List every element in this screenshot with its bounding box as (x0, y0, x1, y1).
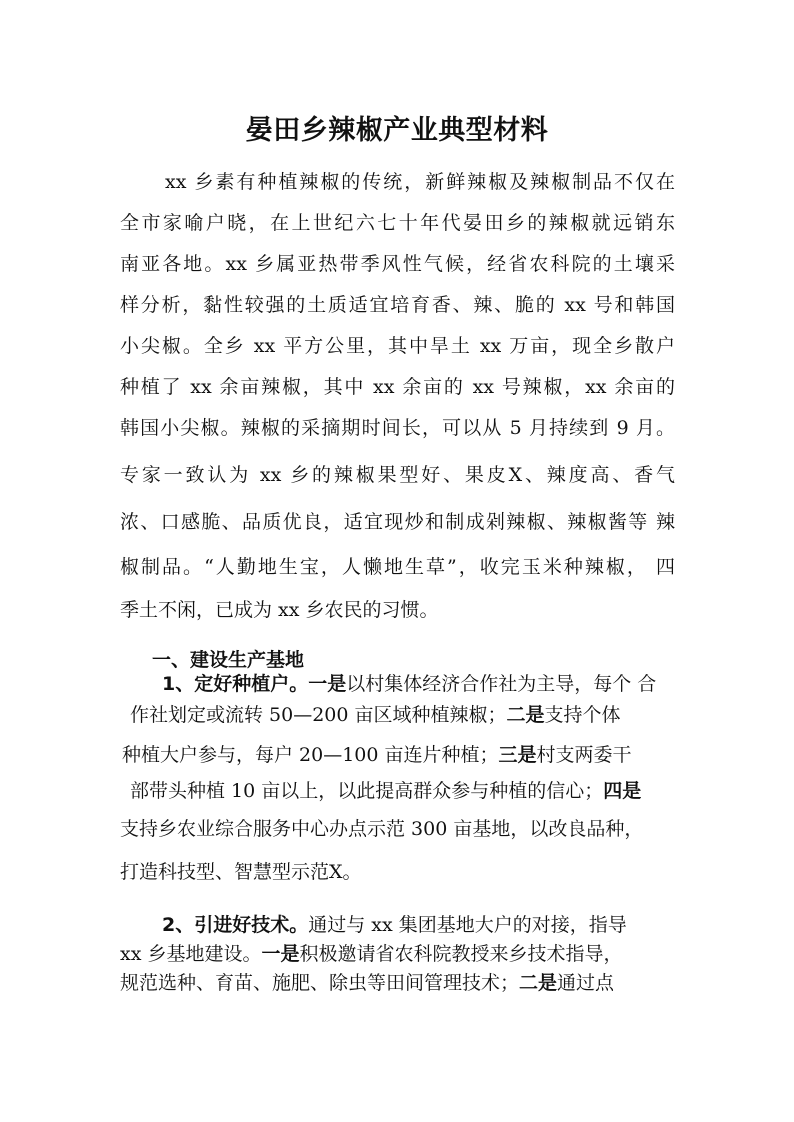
section-heading: 一、建设生产基地 (152, 649, 305, 671)
emphasis: 二是 (519, 972, 558, 994)
paragraph-text: xx 乡基地建设。 (120, 943, 262, 965)
subheading: 2、引进好技术。 (162, 914, 309, 936)
paragraph-line: 打造科技型、智慧型示范X。 (120, 861, 362, 883)
paragraph-text: 规范选种、育苗、施肥、除虫等田间管理技术； (120, 972, 520, 994)
paragraph-text: 通过点 (557, 972, 615, 994)
paragraph-line (122, 741, 675, 769)
paragraph-line (130, 777, 675, 805)
subheading: 1、定好种植户。 (162, 673, 309, 695)
paragraph-text: 支持个体 (544, 704, 621, 726)
paragraph-text: 部带头种植 10 亩以上，以此提高群众参与种植的信心； (130, 780, 604, 802)
paragraph-line: 南亚各地。xx 乡属亚热带季风性气候，经省农科院的土壤采 (120, 253, 675, 275)
paragraph-line (120, 969, 675, 997)
emphasis: 一是 (261, 943, 300, 965)
paragraph-line: xx 乡素有种植辣椒的传统，新鲜辣椒及辣椒制品不仅在 (165, 171, 675, 193)
paragraph-text: 以村集体经济合作社为主导，每个 合 (346, 673, 657, 695)
paragraph-line: 专家一致认为 xx 乡的辣椒果型好、果皮X、辣度高、香气 (120, 464, 675, 486)
paragraph-line: 样分析，黏性较强的土质适宜培育香、辣、脆的 xx 号和韩国 (120, 294, 675, 316)
paragraph-line: 椒制品。“人勤地生宝，人懒地生草”，收完玉米种辣椒， 四 (120, 556, 675, 578)
paragraph-line: 小尖椒。全乡 xx 平方公里，其中旱土 xx 万亩，现全乡散户 (120, 335, 675, 357)
paragraph-text: 种植大户参与，每户 20—100 亩连片种植； (122, 744, 499, 766)
paragraph-line: 浓、口感脆、品质优良，适宜现炒和制成剁辣椒、辣椒酱等 辣 (120, 511, 675, 533)
paragraph-text: 通过与 xx 集团基地大户的对接，指导 (308, 914, 627, 936)
paragraph-line (130, 701, 675, 729)
paragraph-line (120, 940, 675, 968)
emphasis: 一是 (308, 673, 347, 695)
paragraph-line: 韩国小尖椒。辣椒的采摘期时间长，可以从 5 月持续到 9 月。 (120, 417, 675, 439)
paragraph-line: 季土不闲，已成为 xx 乡农民的习惯。 (120, 599, 439, 621)
paragraph-line: 种植了 xx 余亩辣椒，其中 xx 余亩的 xx 号辣椒，xx 余亩的 (120, 376, 675, 398)
emphasis: 四是 (603, 780, 642, 802)
paragraph-line (162, 670, 675, 698)
paragraph-line: 全市家喻户晓，在上世纪六七十年代晏田乡的辣椒就远销东 (120, 212, 675, 234)
paragraph-line (162, 911, 675, 939)
emphasis: 二是 (506, 704, 545, 726)
paragraph-text: 村支两委干 (536, 744, 632, 766)
paragraph-line: 支持乡农业综合服务中心办点示范 300 亩基地，以改良品种， (120, 818, 644, 840)
paragraph-text: 作社划定或流转 50—200 亩区域种植辣椒； (130, 704, 507, 726)
paragraph-text: 积极邀请省农科院教授来乡技术指导， (299, 943, 623, 965)
emphasis: 三是 (498, 744, 537, 766)
document-title: 晏田乡辣椒产业典型材料 (245, 115, 549, 146)
